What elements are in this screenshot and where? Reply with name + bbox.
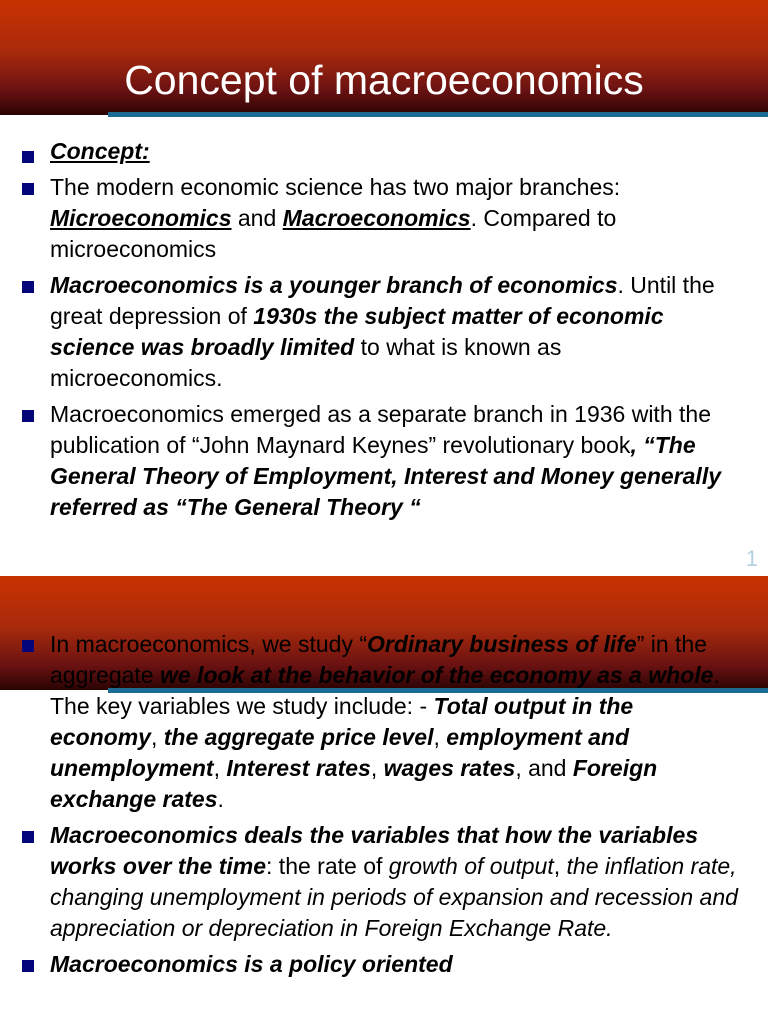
slide-2 (0, 576, 768, 1024)
title-underline (108, 112, 768, 117)
text: , (213, 755, 227, 781)
bullet-ordinary-business (0, 629, 768, 815)
text-emphasis: Macroeconomics is a younger branch of economics (50, 272, 618, 298)
text: , (150, 724, 164, 750)
bullet-square-icon (22, 281, 34, 293)
bullet-square-icon (22, 151, 34, 163)
term-macroeconomics: Macroeconomics (282, 205, 471, 231)
text-emphasis: the aggregate price level (163, 724, 434, 750)
text: The modern economic science has two major branches: (50, 174, 621, 200)
text-emphasis: we look at the behavior of the economy as a whole (159, 662, 714, 688)
page-number: 1 (745, 546, 758, 571)
text-italic: growth of output (388, 853, 554, 879)
text: ” in the aggregate (50, 631, 708, 688)
book-title: , “The General Theory of Employment, Interest and Money generally referred as “The General Theory “ (50, 432, 721, 520)
bullet-square-icon (22, 183, 34, 195)
text: , and (515, 755, 573, 781)
text-emphasis: Macroeconomics deals the variables that how the variables works over the time (50, 822, 699, 879)
text: and (231, 205, 283, 231)
bullet-square-icon (22, 410, 34, 422)
text-emphasis: Interest rates (226, 755, 371, 781)
text: , (433, 724, 447, 750)
text-italic: the inflation rate, changing unemployment in periods of expansion and recession and appreciation or depreciation in Foreign Exchange Rate. (50, 853, 738, 941)
text-emphasis: 1930s the subject matter of economic science was broadly limited (50, 303, 664, 360)
text-emphasis: Total output in the economy (50, 693, 634, 750)
term-microeconomics: Microeconomics (50, 205, 232, 231)
text-emphasis: Macroeconomics is a policy oriented (50, 951, 453, 977)
bullet-branches (0, 172, 768, 265)
bullet-list-1 (0, 136, 768, 528)
text: : the rate of (266, 853, 389, 879)
bullet-square-icon (22, 831, 34, 843)
bullet-square-icon (22, 640, 34, 652)
bullet-variables-over-time (0, 820, 768, 944)
bullet-keynes (0, 399, 768, 523)
text: to what is known as microeconomics. (50, 334, 562, 391)
heading-text: Concept: (50, 138, 150, 164)
text: . Until the great depression of (50, 272, 715, 329)
text-emphasis: wages rates (383, 755, 516, 781)
text: , (553, 853, 567, 879)
text: , (370, 755, 384, 781)
bullet-heading (0, 136, 768, 167)
text: . The key variables we study include: - (50, 662, 720, 719)
bullet-younger-branch (0, 270, 768, 394)
bullet-policy-oriented (0, 949, 768, 980)
text-emphasis: employment and unemployment (50, 724, 630, 781)
bullet-list-2 (0, 629, 768, 980)
text-emphasis: Foreign exchange rates (50, 755, 658, 812)
text-emphasis: Ordinary business of life (367, 631, 637, 657)
bullet-square-icon (22, 960, 34, 972)
text: . (217, 786, 224, 812)
text: . Compared to microeconomics (50, 205, 617, 262)
text: In macroeconomics, we study “ (50, 631, 368, 657)
slide-title: Concept of macroeconomics (124, 57, 644, 103)
text: Macroeconomics emerged as a separate branch in 1936 with the publication of “John Maynard Keynes” revolutionary book (50, 401, 711, 458)
